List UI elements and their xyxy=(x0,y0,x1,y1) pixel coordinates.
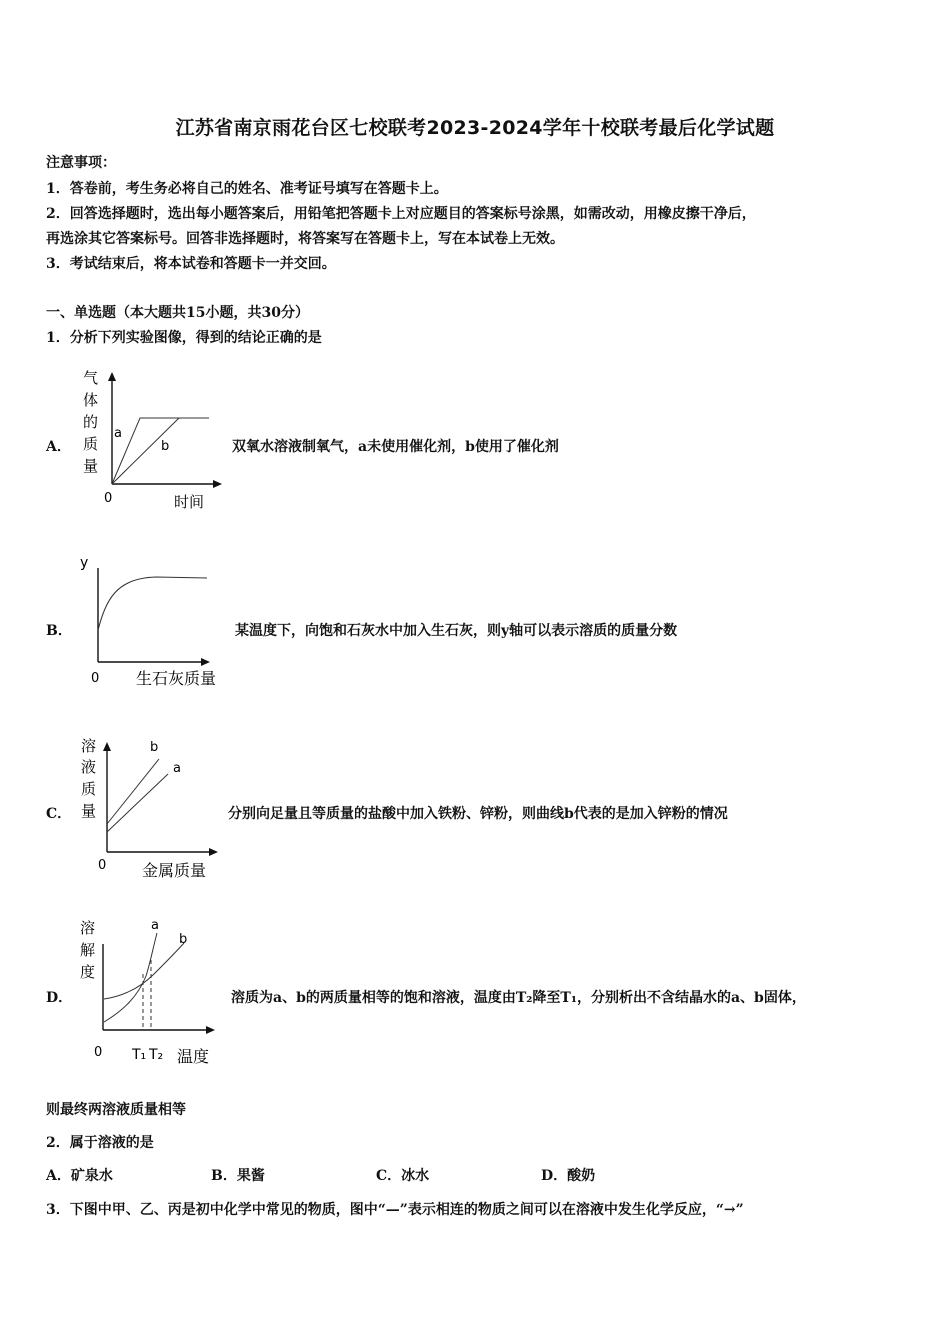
curve-a xyxy=(107,774,168,832)
y-axis-label: 气 xyxy=(83,369,99,387)
question-stem: 1．分析下列实验图像，得到的结论正确的是 xyxy=(46,330,322,346)
notice-heading: 注意事项： xyxy=(46,155,116,171)
curve-a-label: a xyxy=(151,918,159,933)
y-axis-label: 液 xyxy=(81,758,97,776)
option-letter: C． xyxy=(46,806,72,822)
t1-label: T₁ xyxy=(132,1047,147,1063)
curve-b xyxy=(104,943,184,999)
origin-label: 0 xyxy=(104,491,113,506)
question-stem: 2．属于溶液的是 xyxy=(46,1135,154,1151)
option-a: A．矿泉水 xyxy=(46,1168,113,1184)
option-b: B．果酱 xyxy=(211,1168,265,1184)
option-text: 双氧水溶液制氧气，a未使用催化剂，b使用了催化剂 xyxy=(232,439,559,455)
y-axis-label: 体 xyxy=(83,391,99,409)
section-heading: 一、单选题（本大题共15小题，共30分） xyxy=(46,305,309,321)
option-d: D．酸奶 xyxy=(541,1168,596,1184)
graph-a xyxy=(76,366,226,516)
x-axis-label: 时间 xyxy=(174,493,205,511)
y-axis-label: y xyxy=(80,555,89,571)
y-axis-label: 度 xyxy=(80,963,96,981)
curve-a-label: a xyxy=(114,426,122,441)
question-stem: 3．下图中甲、乙、丙是初中化学中常见的物质，图中“—”表示相连的物质之间可以在溶液中发生化学反应，“→” xyxy=(46,1202,744,1218)
notice-item: 再选涂其它答案标号。回答非选择题时，将答案写在答题卡上，写在本试卷上无效。 xyxy=(46,231,564,247)
curve-a xyxy=(104,933,157,1022)
x-axis-label: 金属质量 xyxy=(142,861,207,880)
x-axis-arrow-icon xyxy=(201,658,210,666)
t2-label: T₂ xyxy=(149,1047,164,1063)
graph-c xyxy=(76,732,236,884)
notice-item: 3．考试结束后，将本试卷和答题卡一并交回。 xyxy=(46,256,336,272)
page-title: 江苏省南京雨花台区七校联考2023-2024学年十校联考最后化学试题 xyxy=(175,117,775,139)
y-axis-label: 解 xyxy=(80,941,96,959)
y-axis-label: 质 xyxy=(83,435,99,453)
notice-item: 1．答卷前，考生务必将自己的姓名、准考证号填写在答题卡上。 xyxy=(46,181,448,197)
option-text: 分别向足量且等质量的盐酸中加入铁粉、锌粉，则曲线b代表的是加入锌粉的情况 xyxy=(228,806,728,822)
option-letter: D． xyxy=(46,990,73,1006)
x-axis-arrow-icon xyxy=(213,480,222,488)
curve-y xyxy=(98,577,207,630)
option-text: 溶质为a、b的两质量相等的饱和溶液，温度由T₂降至T₁，分别析出不含结晶水的a、b固体， xyxy=(231,990,806,1006)
x-axis-arrow-icon xyxy=(209,848,218,856)
curve-b xyxy=(107,759,159,824)
option-letter: A． xyxy=(46,439,71,455)
origin-label: 0 xyxy=(98,858,107,873)
origin-label: 0 xyxy=(94,1045,103,1060)
x-axis-label: 温度 xyxy=(177,1047,210,1066)
option-c: C．冰水 xyxy=(376,1168,430,1184)
curve-b-label: b xyxy=(161,439,170,454)
notice-item: 2．回答选择题时，选出每小题答案后，用铅笔把答题卡上对应题目的答案标号涂黑，如需改动，用橡皮擦干净后， xyxy=(46,206,756,222)
y-axis-label: 量 xyxy=(83,457,99,475)
y-axis-label: 量 xyxy=(81,802,97,820)
y-axis-arrow-icon xyxy=(103,742,111,751)
origin-label: 0 xyxy=(91,671,100,686)
graph-d xyxy=(76,912,236,1070)
y-axis-label: 溶 xyxy=(80,919,96,937)
option-text: 某温度下，向饱和石灰水中加入生石灰，则y轴可以表示溶质的质量分数 xyxy=(235,623,678,639)
curve-b-label: b xyxy=(150,740,159,755)
graph-b xyxy=(76,548,236,693)
y-axis-label: 溶 xyxy=(81,737,97,755)
y-axis-label: 质 xyxy=(81,780,97,798)
curve-a-label: a xyxy=(173,761,181,776)
x-axis-label: 生石灰质量 xyxy=(136,669,217,688)
option-text-continued: 则最终两溶液质量相等 xyxy=(46,1102,186,1118)
option-letter: B． xyxy=(46,623,72,639)
y-axis-label: 的 xyxy=(83,413,99,431)
curve-b-label: b xyxy=(179,932,188,947)
y-axis-arrow-icon xyxy=(108,372,116,381)
x-axis-arrow-icon xyxy=(206,1026,215,1034)
